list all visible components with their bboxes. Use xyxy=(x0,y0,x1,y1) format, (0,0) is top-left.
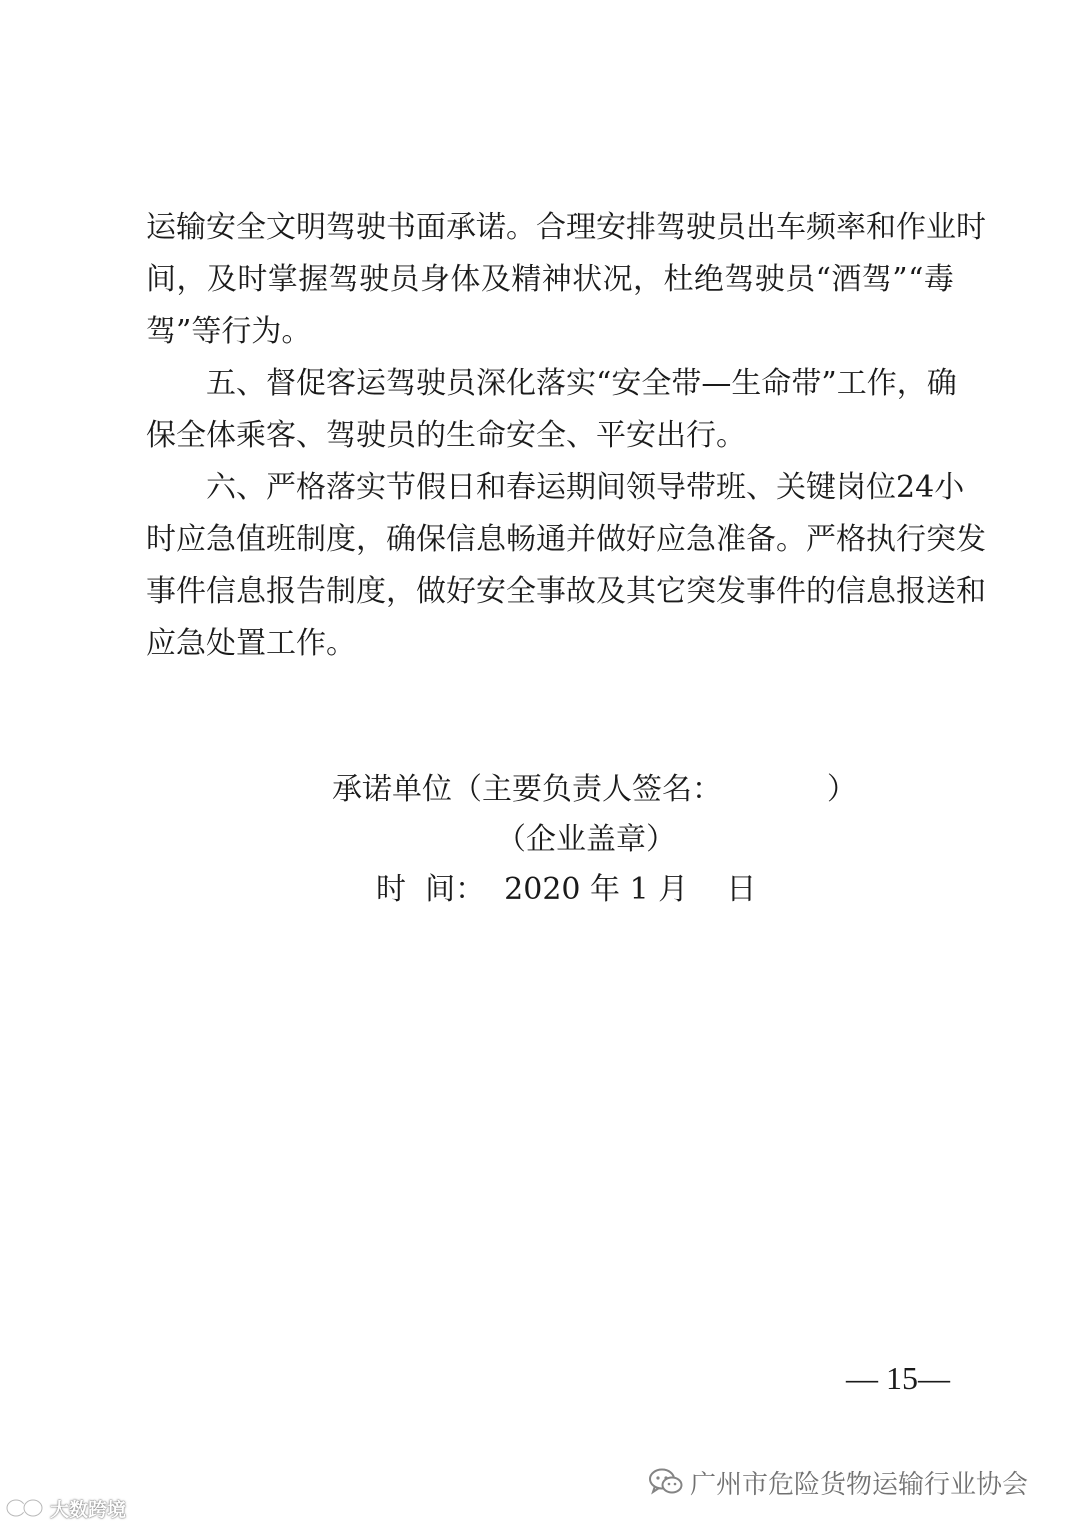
body-line-9: 应急处置工作。 xyxy=(146,626,356,661)
page-number: — 15— xyxy=(846,1360,950,1396)
body-line-7: 时 应 急 值 班 制 度 ， 确 保 信 息 畅 通 并 做 好 应 急 准 备 。 严 格 执 行 突 发 xyxy=(146,522,986,557)
commitment-unit-line: 承诺单位（主要负责人签名： ） xyxy=(332,772,857,807)
body-line-8: 事 件 信 息 报 告 制 度 ， 做 好 安 全 事 故 及 其 它 突 发 事 件 的 信 息 报 送 和 xyxy=(146,574,986,609)
wechat-icon xyxy=(648,1467,684,1497)
date-line: 时 间： 2020 年 1 月 日 xyxy=(376,872,757,907)
company-seal-line: （企业盖章） xyxy=(496,822,676,857)
body-line-4: 五 、 督 促 客 运 驾 驶 员 深 化 落 实 “ 安 全 带 — 生 命 带 ” 工 作 ， 确 xyxy=(206,366,957,401)
source-watermark-text: 广州市危险货物运输行业协会 xyxy=(690,1469,1029,1500)
brand-watermark-text: 大数跨境 xyxy=(50,1498,127,1521)
body-line-6: 六 、 严 格 落 实 节 假 日 和 春 运 期 间 领 导 带 班 、 关 键 岗 位 24 小 xyxy=(206,470,965,505)
brand-watermark xyxy=(4,1493,126,1523)
body-line-5: 保全体乘客、驾驶员的生命安全、平安出行。 xyxy=(146,418,746,453)
body-line-3: 驾”等行为。 xyxy=(146,314,312,349)
source-watermark xyxy=(648,1462,1028,1502)
body-line-2: 间 ， 及 时 掌 握 驾 驶 员 身 体 及 精 神 状 况 ， 杜 绝 驾 驶 员 “ 酒 驾 ” “ 毒 xyxy=(146,262,954,297)
body-line-1: 运 输 安 全 文 明 驾 驶 书 面 承 诺 。 合 理 安 排 驾 驶 员 出 车 频 率 和 作 业 时 xyxy=(146,210,986,245)
brand-logo-icon xyxy=(4,1496,46,1520)
